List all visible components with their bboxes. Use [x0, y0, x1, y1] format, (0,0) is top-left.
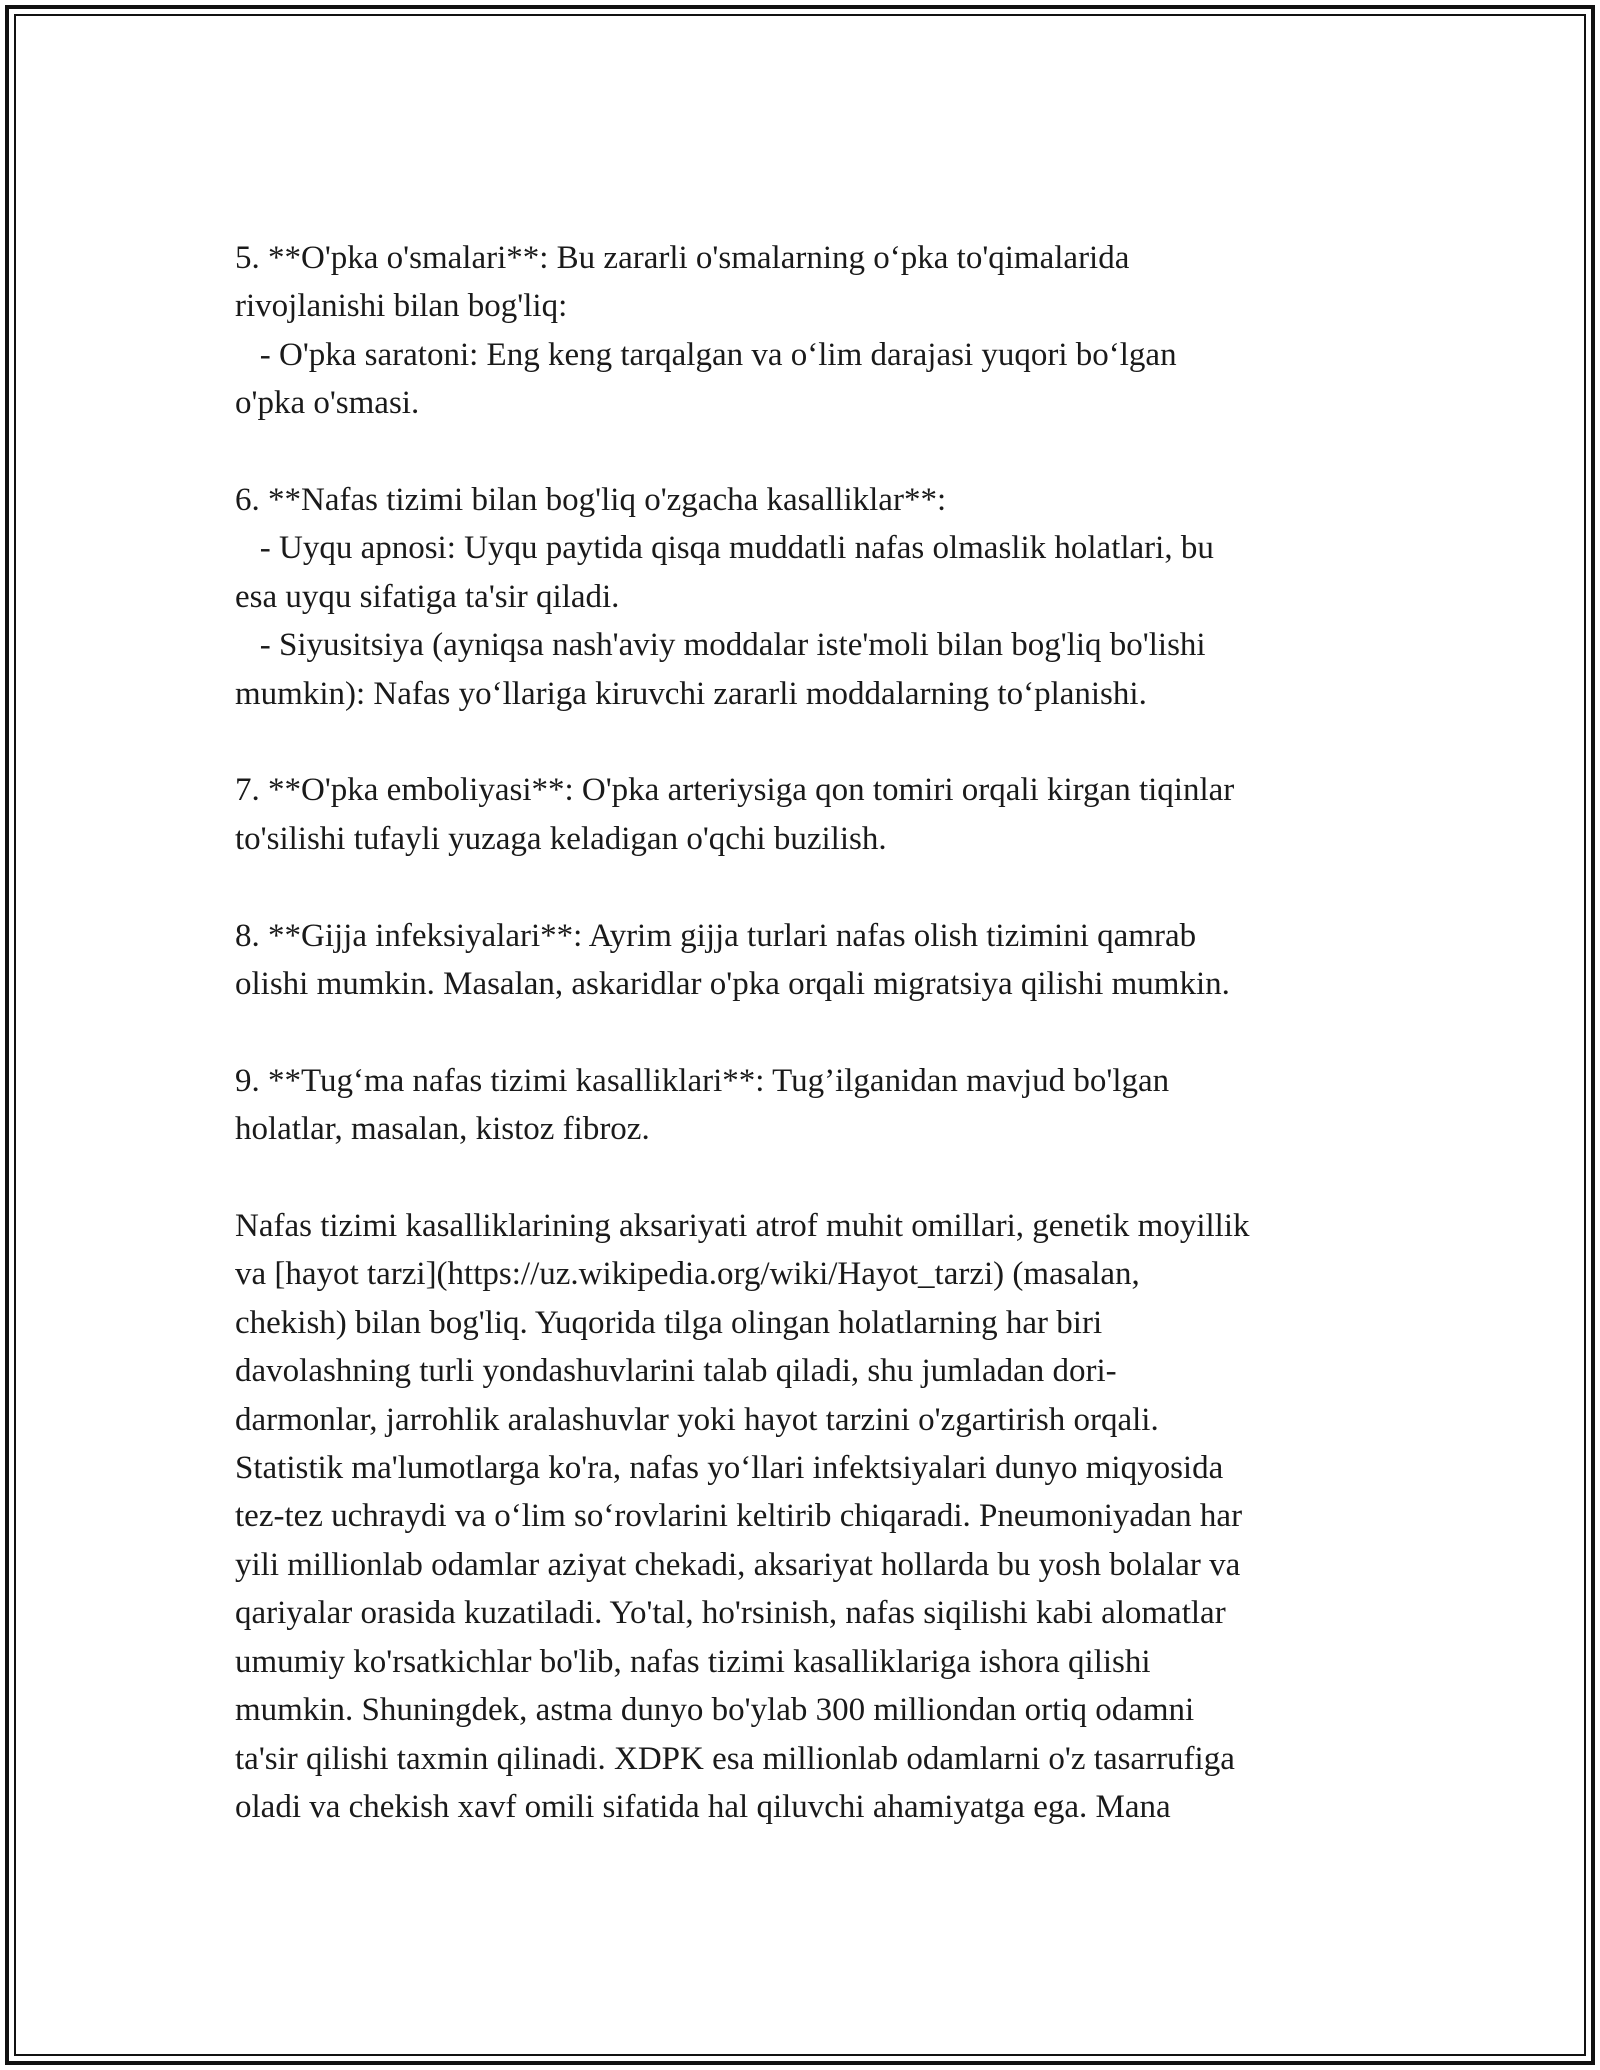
text-line: 5. **O'pka o'smalari**: Bu zararli o'smalarning o‘pka to'qimalarida: [235, 240, 1130, 276]
blank-line: [235, 1154, 1385, 1202]
blank-line: [235, 1008, 1385, 1056]
text-line: holatlar, masalan, kistoz fibroz.: [235, 1111, 650, 1148]
text-line: 9. **Tug‘ma nafas tizimi kasalliklari**: Tug’ilganidan mavjud bo'lgan: [235, 1062, 1170, 1099]
text-line: oladi va chekish xavf omili sifatida hal qiluvchi ahamiyatga ega. Mana: [235, 1788, 1171, 1825]
text-line: darmonlar, jarrohlik aralashuvlar yoki hayot tarzini o'zgartirish orqali.: [235, 1401, 1159, 1438]
text-line: yili millionlab odamlar aziyat chekadi, aksariyat hollarda bu yosh bolalar va: [235, 1546, 1241, 1583]
text-line: mumkin. Shuningdek, astma dunyo bo'ylab 300 milliondan ortiq odamni: [235, 1692, 1195, 1729]
text-line: ta'sir qilishi taxmin qilinadi. XDPK esa millionlab odamlarni o'z tasarrufiga: [235, 1740, 1235, 1777]
text-line: qariyalar orasida kuzatiladi. Yo'tal, ho'rsinish, nafas siqilishi kabi alomatlar: [235, 1595, 1226, 1632]
text-line: rivojlanishi bilan bog'liq:: [235, 288, 568, 325]
text-line: - O'pka saratoni: Eng keng tarqalgan va o‘lim darajasi yuqori bo‘lgan: [235, 336, 1177, 373]
text-line: mumkin): Nafas yo‘llariga kiruvchi zararli moddalarning to‘planishi.: [235, 675, 1147, 712]
blank-line: [235, 428, 1385, 476]
text-line: tez-tez uchraydi va o‘lim so‘rovlarini keltirib chiqaradi. Pneumoniyadan har: [235, 1498, 1243, 1535]
text-line: 7. **O'pka emboliyasi**: O'pka arteriysiga qon tomiri orqali kirgan tiqinlar: [235, 772, 1235, 809]
text-line: 8. **Gijja infeksiyalari**: Ayrim gijja turlari nafas olish tizimini qamrab: [235, 917, 1197, 954]
blank-line: [235, 863, 1385, 911]
text-line: 6. **Nafas tizimi bilan bog'liq o'zgacha kasalliklar**:: [235, 482, 947, 519]
blank-line: [235, 718, 1385, 766]
text-line: esa uyqu sifatiga ta'sir qiladi.: [235, 578, 620, 615]
text-line: o'pka o'smasi.: [235, 385, 420, 422]
text-line: to'silishi tufayli yuzaga keladigan o'qchi buzilish.: [235, 820, 887, 857]
text-line: va [hayot tarzi](https://uz.wikipedia.org/wiki/Hayot_tarzi) (masalan,: [235, 1256, 1140, 1293]
text-line: Statistik ma'lumotlarga ko'ra, nafas yo‘llari infektsiyalari dunyo miqyosida: [235, 1450, 1224, 1487]
text-line: chekish) bilan bog'liq. Yuqorida tilga olingan holatlarning har biri: [235, 1304, 1103, 1341]
text-line: - Siyusitsiya (ayniqsa nash'aviy moddalar iste'moli bilan bog'liq bo'lishi: [235, 627, 1206, 664]
text-line: olishi mumkin. Masalan, askaridlar o'pka orqali migratsiya qilishi mumkin.: [235, 966, 1230, 1003]
text-line: davolashning turli yondashuvlarini talab qiladi, shu jumladan dori-: [235, 1353, 1117, 1390]
text-line: - Uyqu apnosi: Uyqu paytida qisqa muddatli nafas olmaslik holatlari, bu: [235, 530, 1214, 567]
document-body: [235, 234, 1385, 1831]
text-line: Nafas tizimi kasalliklarining aksariyati atrof muhit omillari, genetik moyillik: [235, 1208, 1250, 1245]
text-line: umumiy ko'rsatkichlar bo'lib, nafas tizimi kasalliklariga ishora qilishi: [235, 1643, 1151, 1680]
